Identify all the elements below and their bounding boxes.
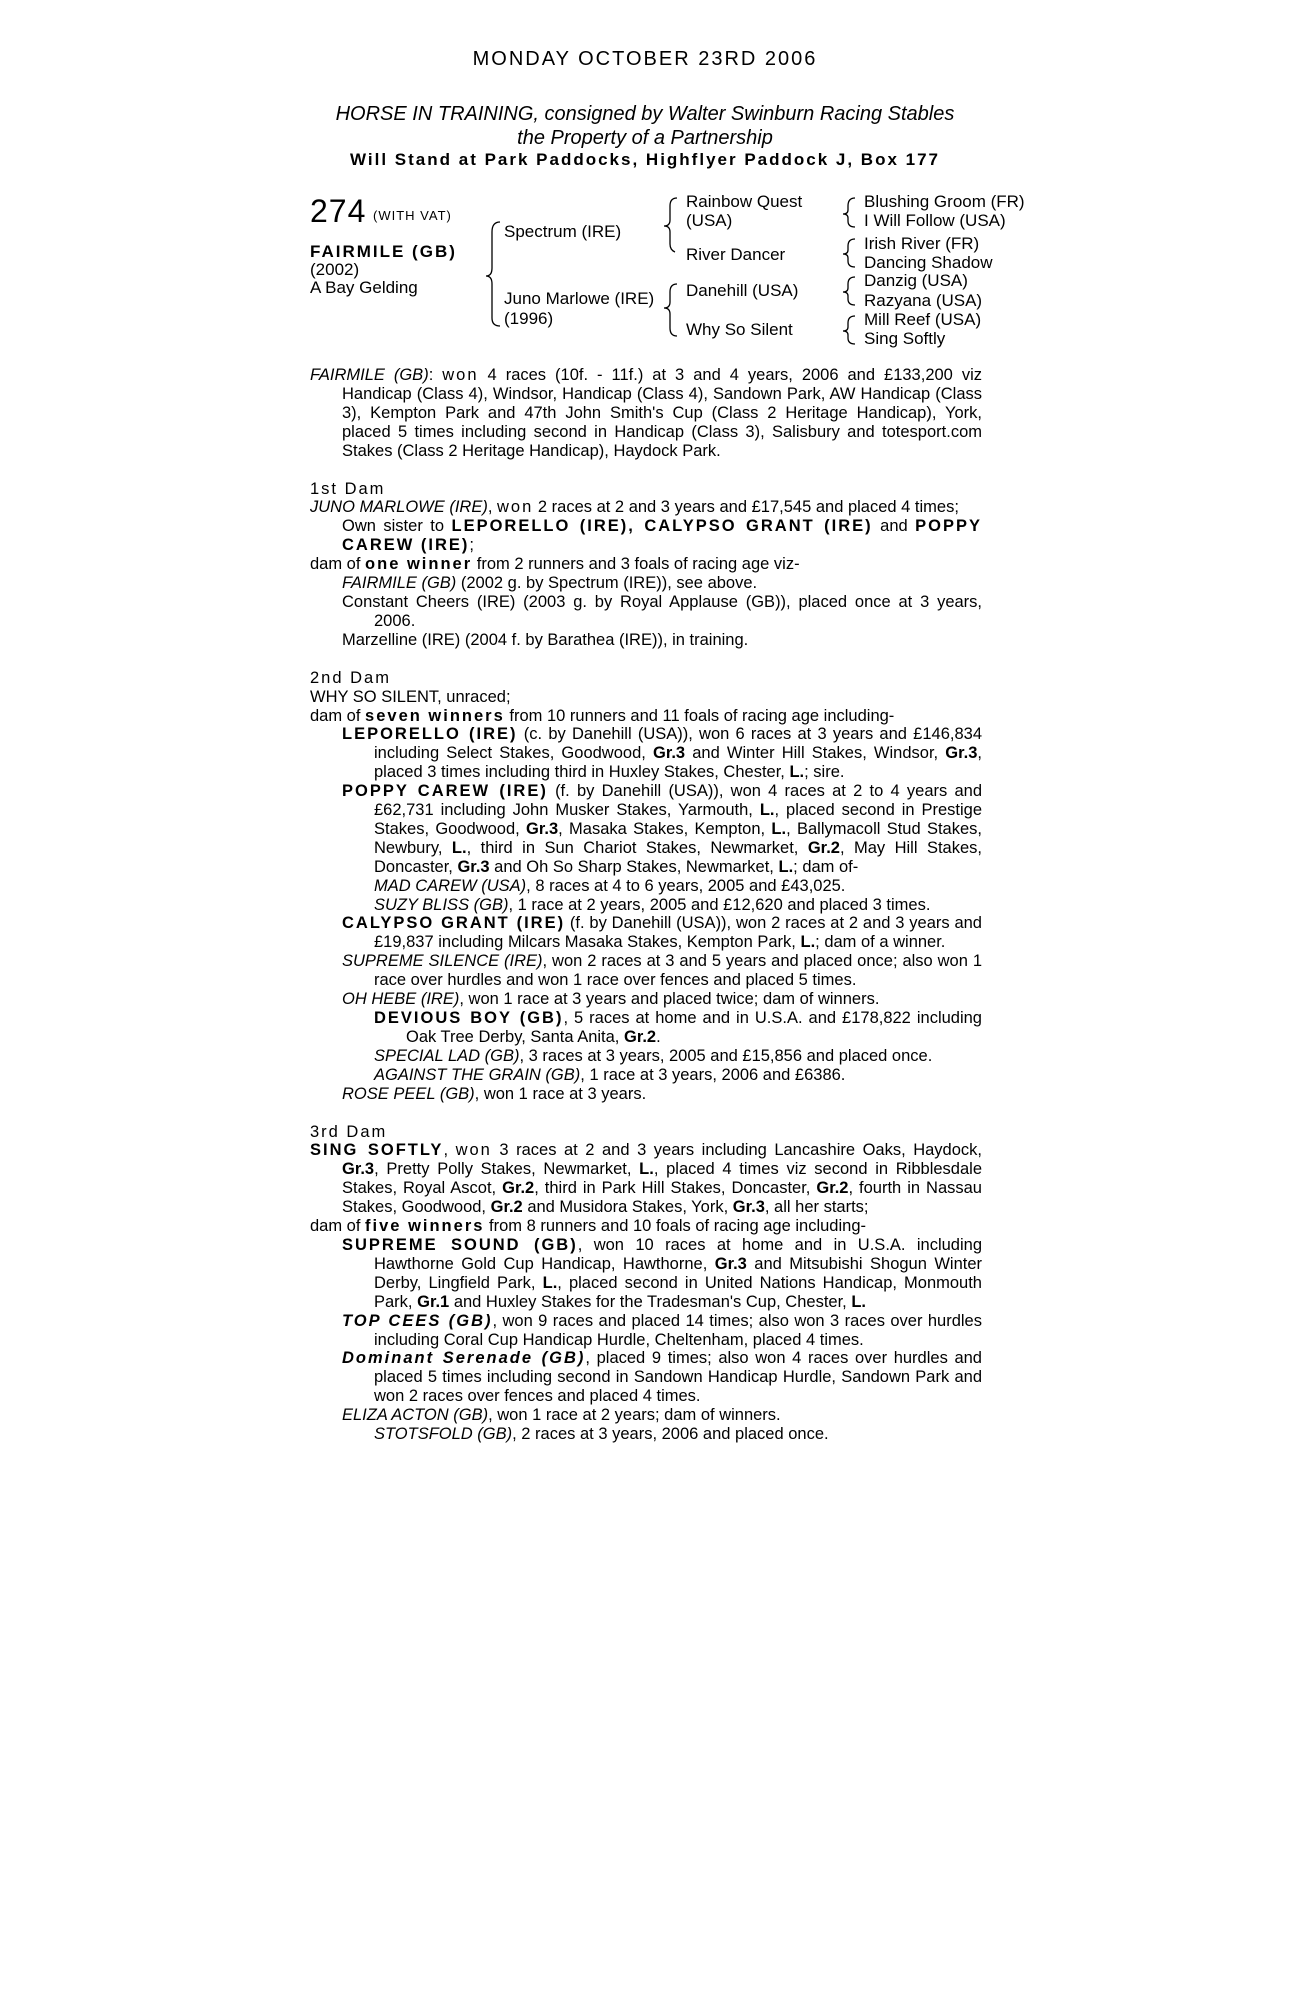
produce-text: , won 1 race at 2 years; dam of winners. xyxy=(488,1406,781,1425)
grade: Gr.3 xyxy=(652,744,686,763)
produce-summary: from 10 runners and 11 foals of racing age including- xyxy=(509,706,895,725)
grade: L. xyxy=(778,857,794,876)
produce-item: Marzelline (IRE) (2004 f. by Barathea (IRE)), in training. xyxy=(342,630,749,649)
third-dam-record: SING SOFTLY, won 3 races at 2 and 3 years including Lancashire Oaks, Haydock, Gr.3, Pretty Polly Stakes, Newmarket, L., placed 4 times viz second in Ribblesdale Stakes, Royal Ascot, Gr.2, third in Park Hill Stakes, Doncaster, Gr.2, fourth in Nassau Stakes, Goodwood, Gr.2 and Musidora Stakes, York, Gr.3, all her starts; xyxy=(310,1141,982,1217)
grade: L. xyxy=(542,1273,558,1292)
brace-gen2-sire xyxy=(664,198,677,252)
produce-item xyxy=(310,914,982,952)
produce-text: (f. by Danehill (USA)), won 4 races at 2 to 4 years and £62,731 including John Musker Stakes, Yarmouth, xyxy=(374,782,982,820)
produce-text: , won 1 race at 3 years. xyxy=(474,1084,647,1103)
sibling-names: LEPORELLO (IRE), CALYPSO GRANT (IRE) xyxy=(451,517,873,536)
brace-gen3-4 xyxy=(843,316,855,344)
produce-text: , 1 race at 2 years, 2005 and £12,620 and placed 3 times. xyxy=(508,895,931,914)
pedigree-g4-1: Blushing Groom (FR) xyxy=(864,192,1025,211)
grade: L. xyxy=(771,819,787,838)
produce-item xyxy=(310,574,982,593)
grade: L. xyxy=(451,838,467,857)
produce-text: , won 10 races at home and in U.S.A. including Hawthorne Gold Cup Handicap, Hawthorne, xyxy=(374,1235,983,1273)
sibling-intro: Own sister to xyxy=(342,517,445,536)
produce-name: ELIZA ACTON (GB) xyxy=(342,1406,489,1425)
produce-name: CALYPSO GRANT (IRE) xyxy=(342,914,566,933)
produce-item xyxy=(310,782,982,877)
first-dam-heading: 1st Dam xyxy=(310,479,386,498)
pedigree-dam-dam: Why So Silent xyxy=(686,320,793,339)
second-dam-heading: 2nd Dam xyxy=(310,668,391,687)
produce-text: , Ballymacoll Stud Stakes, Newbury, xyxy=(374,819,982,857)
produce-item xyxy=(310,1047,982,1066)
first-dam-record: JUNO MARLOWE (IRE), won 2 races at 2 and 3 years and £17,545 and placed 4 times; xyxy=(310,498,959,517)
produce-item xyxy=(310,1312,982,1350)
winner-count: seven winners xyxy=(365,706,505,725)
racing-record xyxy=(310,366,982,1444)
consignor-line: HORSE IN TRAINING, consigned by Walter Swinburn Racing Stables xyxy=(335,103,955,125)
first-dam-name: JUNO MARLOWE (IRE) xyxy=(310,498,488,517)
third-dam-produce xyxy=(310,1217,982,1236)
third-dam-text: and Musidora Stakes, York, xyxy=(527,1198,729,1217)
produce-item xyxy=(310,1066,982,1085)
third-dam-name: SING SOFTLY xyxy=(310,1141,444,1160)
produce-name: TOP CEES (GB) xyxy=(342,1311,493,1330)
grade: L. xyxy=(639,1160,654,1179)
pedigree-g4-8: Sing Softly xyxy=(864,329,946,348)
produce-summary: from 8 runners and 10 foals of racing age including- xyxy=(489,1217,866,1236)
produce-text: and Huxley Stakes for the Tradesman's Cup, Chester, xyxy=(453,1292,847,1311)
produce-item xyxy=(310,990,982,1009)
produce-name: SUZY BLISS (GB) xyxy=(374,895,509,914)
third-dam-text: , third in Park Hill Stakes, Doncaster, xyxy=(534,1179,811,1198)
won-label: won xyxy=(497,498,534,517)
grade: Gr.3 xyxy=(342,1160,375,1179)
produce-item xyxy=(310,877,982,896)
pedigree-g4-3: Irish River (FR) xyxy=(864,234,980,253)
grade: Gr.3 xyxy=(732,1198,765,1217)
grade: L. xyxy=(800,933,816,952)
produce-text: ; dam of a winner. xyxy=(815,933,946,952)
grade: Gr.3 xyxy=(526,819,559,838)
produce-text: , won 2 races at 3 and 5 years and placed once; also won 1 race over hurdles and won 1 race over fences and placed 5 times. xyxy=(374,952,982,990)
third-dam-text: 3 races at 2 and 3 years including Lancashire Oaks, Haydock, xyxy=(499,1141,982,1160)
produce-intro: dam of xyxy=(310,1217,361,1236)
third-dam-text: , all her starts; xyxy=(764,1198,869,1217)
second-dam-record: WHY SO SILENT, unraced; xyxy=(310,687,511,706)
produce-text: ; dam of- xyxy=(793,857,859,876)
produce-name: POPPY CAREW (IRE) xyxy=(342,782,548,801)
produce-summary: from 2 runners and 3 foals of racing age viz- xyxy=(476,555,800,574)
pedigree-g4-5: Danzig (USA) xyxy=(864,271,968,290)
winner-count: one winner xyxy=(365,555,473,574)
grade: Gr.3 xyxy=(714,1254,747,1273)
produce-text: , Masaka Stakes, Kempton, xyxy=(558,819,766,838)
produce-item xyxy=(310,1349,982,1406)
brace-gen3-3 xyxy=(843,277,855,305)
produce-item xyxy=(310,896,982,915)
pedigree-sire-sire: Rainbow Quest xyxy=(686,192,803,211)
pedigree-g4-2: I Will Follow (USA) xyxy=(864,211,1006,230)
grade: Gr.3 xyxy=(457,857,490,876)
first-dam-produce xyxy=(310,555,982,574)
produce-text: , 1 race at 3 years, 2006 and £6386. xyxy=(580,1065,846,1084)
produce-item xyxy=(310,725,982,782)
produce-item xyxy=(310,1009,982,1047)
third-dam-text: , Pretty Polly Stakes, Newmarket, xyxy=(374,1160,632,1179)
brace-gen3-1 xyxy=(843,198,855,227)
grade: Gr.2 xyxy=(623,1027,657,1046)
brace-gen2-dam xyxy=(664,284,677,336)
won-label: won xyxy=(442,366,479,384)
produce-text: , 3 races at 3 years, 2005 and £15,856 and placed once. xyxy=(519,1046,933,1065)
grade: Gr.3 xyxy=(945,744,978,763)
pedigree-dam-year: (1996) xyxy=(504,309,554,328)
grade: Gr.2 xyxy=(807,838,840,857)
produce-text: (c. by Danehill (USA)), won 6 races at 3 years and £146,834 including Select Stakes, Goodwood, xyxy=(374,725,983,763)
grade: Gr.1 xyxy=(417,1292,450,1311)
horse-record-text: 4 races (10f. - 11f.) at 3 and 4 years, 2006 and £133,200 viz Handicap (Class 4), Windsor, Handicap (Class 4), Sandown Park, AW Handicap (Class 3), Kempton Park and 47th John Smith's Cup (Class 2 Heritage Handicap), York, placed 5 times including second in Handicap (Class 3), Salisbury and totesport.com Stakes (Class 2 Heritage Handicap), Haydock Park. xyxy=(342,366,982,460)
pedigree-g4-7: Mill Reef (USA) xyxy=(864,310,982,329)
horse-name: FAIRMILE (GB) xyxy=(310,242,457,261)
second-dam-produce xyxy=(310,707,982,726)
produce-name: AGAINST THE GRAIN (GB) xyxy=(374,1065,581,1084)
produce-name: Dominant Serenade (GB) xyxy=(342,1349,586,1368)
grade: L. xyxy=(789,763,805,782)
produce-name: SUPREME SILENCE (IRE) xyxy=(342,952,543,971)
pedigree-sire-dam: River Dancer xyxy=(686,245,786,264)
produce-text: , placed second in Prestige Stakes, Goodwood, xyxy=(374,801,982,838)
third-dam-text: , placed 4 times viz second in Ribblesdale Stakes, Royal Ascot, xyxy=(342,1160,982,1198)
sale-date: MONDAY OCTOBER 23RD 2006 xyxy=(472,48,818,70)
won-label: won xyxy=(455,1141,492,1160)
produce-name: DEVIOUS BOY (GB) xyxy=(374,1009,564,1027)
produce-intro: dam of xyxy=(310,706,361,725)
produce-name: FAIRMILE (GB) xyxy=(342,574,457,593)
grade: Gr.2 xyxy=(490,1198,523,1217)
brace-gen1 xyxy=(486,222,500,326)
sibling-end: ; xyxy=(469,536,474,555)
sibling-name: POPPY CAREW (IRE) xyxy=(342,517,982,555)
horse-record-name: FAIRMILE (GB) xyxy=(310,366,429,384)
grade: Gr.2 xyxy=(816,1179,849,1198)
produce-item xyxy=(310,1406,982,1425)
produce-name: ROSE PEEL (GB) xyxy=(342,1084,475,1103)
produce-name: STOTSFOLD (GB) xyxy=(374,1425,513,1444)
produce-text: , placed 9 times; also won 4 races over hurdles and placed 5 times including second in Sandown Handicap Hurdle, Sandown Park and won 2 races over fences and placed 4 times. xyxy=(374,1349,982,1406)
first-dam-text: 2 races at 2 and 3 years and £17,545 and placed 4 times; xyxy=(537,498,959,517)
third-dam-heading: 3rd Dam xyxy=(310,1122,388,1141)
pedigree-g4-4: Dancing Shadow xyxy=(864,253,993,272)
produce-text: , placed 3 times including third in Huxley Stakes, Chester, xyxy=(374,744,982,782)
produce-text: and Winter Hill Stakes, Windsor, xyxy=(692,744,939,763)
vat-note: (WITH VAT) xyxy=(373,208,452,223)
produce-text: , 5 races at home and in U.S.A. and £178,822 including Oak Tree Derby, Santa Anita, xyxy=(406,1009,982,1046)
produce-text: (2002 g. by Spectrum (IRE)), see above. xyxy=(460,574,758,593)
produce-item xyxy=(310,1085,982,1104)
produce-text: ; sire. xyxy=(804,763,845,782)
third-dam-text: , fourth in Nassau Stakes, Goodwood, xyxy=(342,1179,982,1217)
sibling-and: and xyxy=(880,517,908,536)
first-dam-siblings xyxy=(310,517,982,555)
produce-text: . xyxy=(656,1027,661,1046)
produce-text: , May Hill Stakes, Doncaster, xyxy=(374,838,982,876)
produce-name: SPECIAL LAD (GB) xyxy=(374,1046,520,1065)
produce-text: and Mitsubishi Shogun Winter Derby, Lingfield Park, xyxy=(374,1254,982,1292)
pedigree-g4-6: Razyana (USA) xyxy=(864,291,983,310)
produce-text: and Oh So Sharp Stakes, Newmarket, xyxy=(494,857,774,876)
produce-text: , won 1 race at 3 years and placed twice; dam of winners. xyxy=(459,990,880,1009)
pedigree-sire-sire-country: (USA) xyxy=(686,211,733,230)
produce-name: OH HEBE (IRE) xyxy=(342,990,460,1009)
horse-record: FAIRMILE (GB): won 4 races (10f. - 11f.) at 3 and 4 years, 2006 and £133,200 viz Handicap (Class 4), Windsor, Handicap (Class 4), Sandown Park, AW Handicap (Class 3), Kempton Park and 47th John Smith's Cup (Class 2 Heritage Handicap), York, placed 5 times including second in Handicap (Class 3), Salisbury and totesport.com Stakes (Class 2 Heritage Handicap), Haydock Park. xyxy=(310,366,982,460)
property-line: the Property of a Partnership xyxy=(517,127,773,149)
produce-text: , won 9 races and placed 14 times; also won 3 races over hurdles including Coral Cup Handicap Hurdle, Cheltenham, placed 4 times. xyxy=(374,1311,982,1349)
horse-year: (2002) xyxy=(310,260,360,279)
produce-text: , 8 races at 4 to 6 years, 2005 and £43,025. xyxy=(526,876,846,895)
lot-number: 274 xyxy=(310,193,367,229)
location-line: Will Stand at Park Paddocks, Highflyer Paddock J, Box 177 xyxy=(350,150,940,169)
brace-gen3-2 xyxy=(843,239,855,267)
produce-item xyxy=(310,952,982,990)
pedigree-dam-sire: Danehill (USA) xyxy=(686,281,799,300)
produce-intro: dam of xyxy=(310,555,361,574)
pedigree-sire: Spectrum (IRE) xyxy=(504,222,622,241)
produce-name: SUPREME SOUND (GB) xyxy=(342,1235,578,1254)
grade: L. xyxy=(759,801,775,820)
produce-name: LEPORELLO (IRE) xyxy=(342,725,518,744)
pedigree-dam-name: Juno Marlowe (IRE) xyxy=(504,289,655,308)
produce-text: , third in Sun Chariot Stakes, Newmarket, xyxy=(466,838,799,857)
produce-item: Constant Cheers (IRE) (2003 g. by Royal Applause (GB)), placed once at 3 years, 2006. xyxy=(342,592,982,630)
produce-text: , 2 races at 3 years, 2006 and placed once. xyxy=(512,1425,829,1444)
grade: Gr.2 xyxy=(502,1179,535,1198)
winner-count: five winners xyxy=(365,1217,485,1236)
produce-item xyxy=(310,1425,982,1444)
produce-text: , placed second in United Nations Handicap, Monmouth Park, xyxy=(374,1273,982,1311)
produce-item xyxy=(310,1236,982,1312)
produce-text: (f. by Danehill (USA)), won 2 races at 2 and 3 years and £19,837 including Milcars Masaka Stakes, Kempton Park, xyxy=(374,914,982,952)
grade: L. xyxy=(851,1292,867,1311)
produce-name: MAD CAREW (USA) xyxy=(374,876,527,895)
horse-description: A Bay Gelding xyxy=(310,278,418,297)
